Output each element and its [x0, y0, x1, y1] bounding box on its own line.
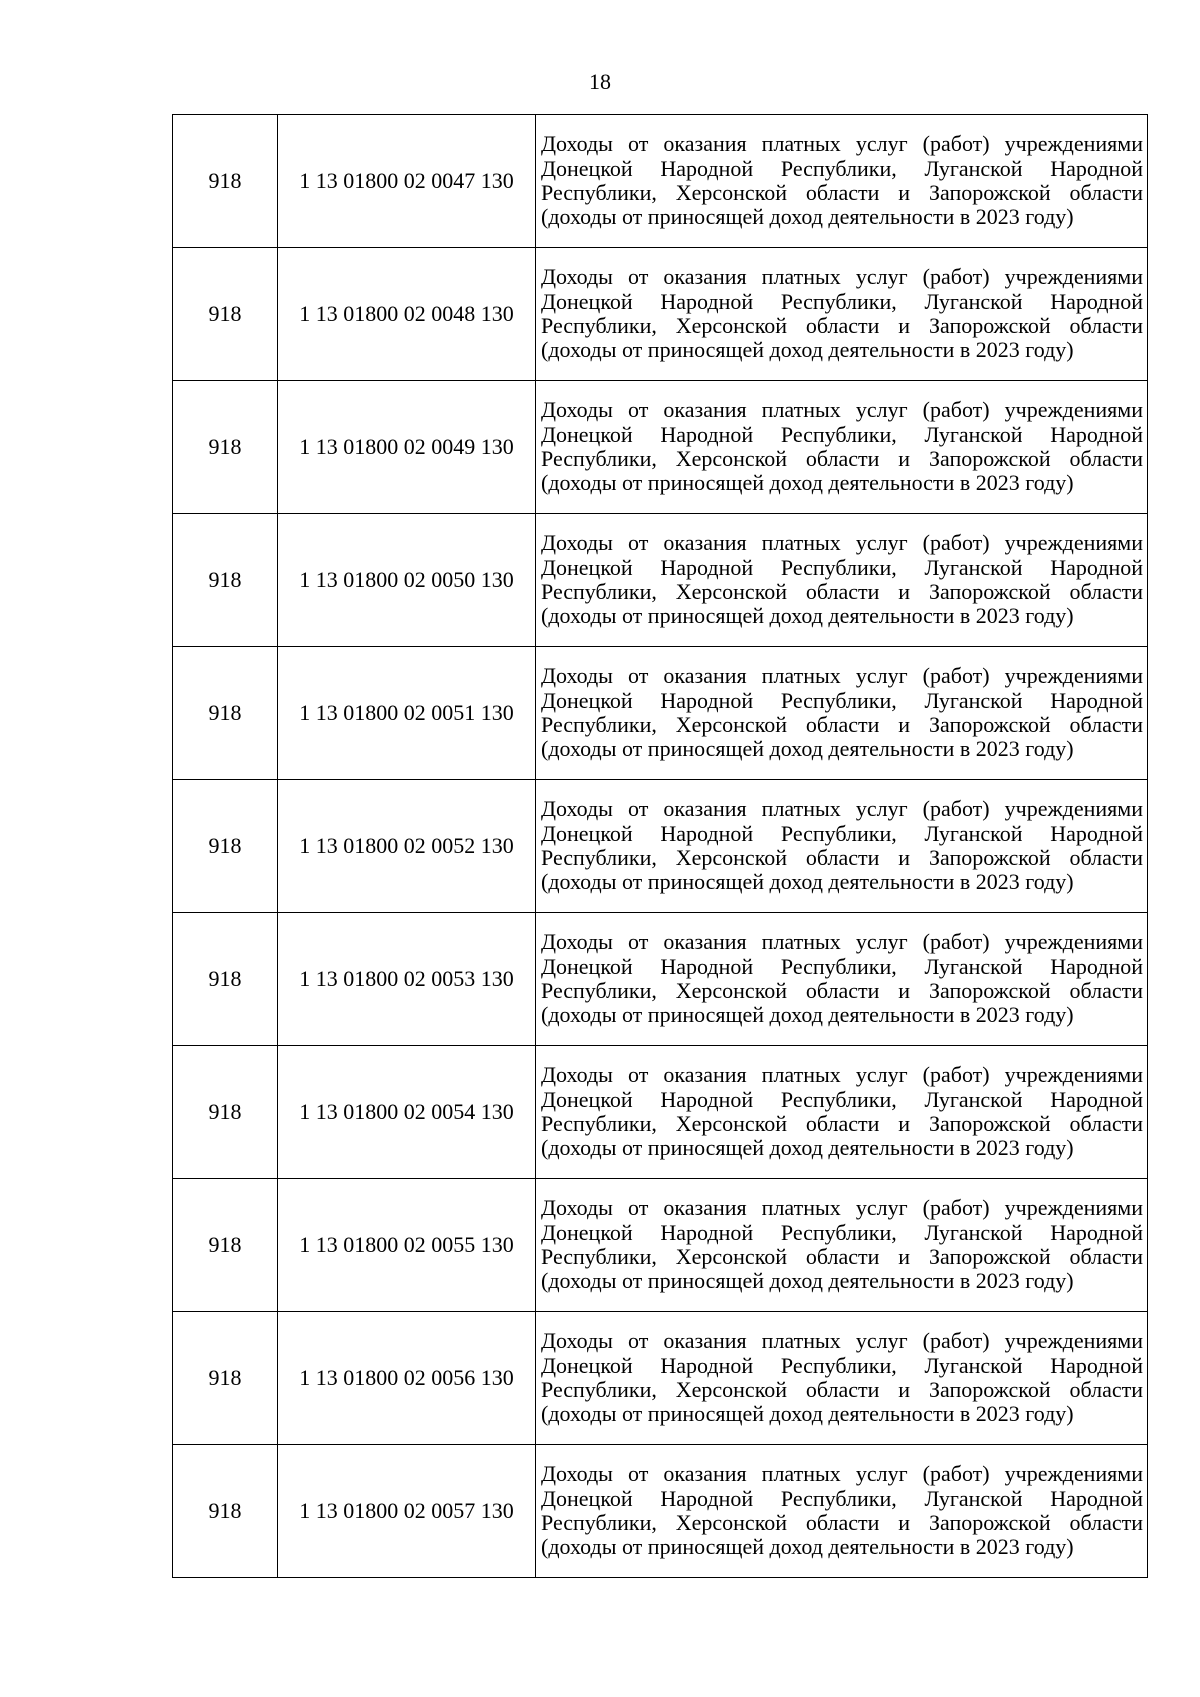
revenue-name-text: Доходы от оказания платных услуг (работ) учреждениями Донецкой Народной Республики, Луганской Народной Республики, Херсонской области и Запорожской области (доходы от приносящей доход деятельности в 2023 году)	[541, 796, 1143, 895]
admin-code-cell: 918	[173, 1179, 278, 1312]
table-row	[173, 1445, 1148, 1578]
revenue-name-cell	[536, 1179, 1148, 1312]
budget-code-cell: 1 13 01800 02 0051 130	[278, 647, 536, 780]
revenue-name-cell	[536, 514, 1148, 647]
table-row	[173, 381, 1148, 514]
budget-code-cell: 1 13 01800 02 0055 130	[278, 1179, 536, 1312]
revenue-name-text: Доходы от оказания платных услуг (работ) учреждениями Донецкой Народной Республики, Луганской Народной Республики, Херсонской области и Запорожской области (доходы от приносящей доход деятельности в 2023 году)	[541, 1461, 1143, 1560]
budget-code-cell: 1 13 01800 02 0050 130	[278, 514, 536, 647]
table-row	[173, 248, 1148, 381]
admin-code-cell: 918	[173, 115, 278, 248]
admin-code-cell: 918	[173, 647, 278, 780]
revenue-name-cell	[536, 1312, 1148, 1445]
budget-code-cell: 1 13 01800 02 0052 130	[278, 780, 536, 913]
table-row	[173, 1312, 1148, 1445]
revenue-name-text: Доходы от оказания платных услуг (работ) учреждениями Донецкой Народной Республики, Луганской Народной Республики, Херсонской области и Запорожской области (доходы от приносящей доход деятельности в 2023 году)	[541, 131, 1143, 230]
table-row	[173, 115, 1148, 248]
revenue-name-text: Доходы от оказания платных услуг (работ) учреждениями Донецкой Народной Республики, Луганской Народной Республики, Херсонской области и Запорожской области (доходы от приносящей доход деятельности в 2023 году)	[541, 397, 1143, 496]
revenue-name-text: Доходы от оказания платных услуг (работ) учреждениями Донецкой Народной Республики, Луганской Народной Республики, Херсонской области и Запорожской области (доходы от приносящей доход деятельности в 2023 году)	[541, 1328, 1143, 1427]
admin-code-cell: 918	[173, 1312, 278, 1445]
revenue-name-cell	[536, 115, 1148, 248]
budget-code-cell: 1 13 01800 02 0056 130	[278, 1312, 536, 1445]
revenue-name-cell	[536, 381, 1148, 514]
table-row	[173, 780, 1148, 913]
page-number: 18	[589, 69, 611, 94]
table-row	[173, 1179, 1148, 1312]
budget-code-table	[172, 114, 1148, 1578]
table-row	[173, 647, 1148, 780]
revenue-name-text: Доходы от оказания платных услуг (работ) учреждениями Донецкой Народной Республики, Луганской Народной Республики, Херсонской области и Запорожской области (доходы от приносящей доход деятельности в 2023 году)	[541, 530, 1143, 629]
revenue-name-text: Доходы от оказания платных услуг (работ) учреждениями Донецкой Народной Республики, Луганской Народной Республики, Херсонской области и Запорожской области (доходы от приносящей доход деятельности в 2023 году)	[541, 1195, 1143, 1294]
admin-code-cell: 918	[173, 780, 278, 913]
budget-code-cell: 1 13 01800 02 0048 130	[278, 248, 536, 381]
budget-code-cell: 1 13 01800 02 0057 130	[278, 1445, 536, 1578]
revenue-name-cell	[536, 1445, 1148, 1578]
admin-code-cell: 918	[173, 381, 278, 514]
admin-code-cell: 918	[173, 1046, 278, 1179]
revenue-name-cell	[536, 647, 1148, 780]
admin-code-cell: 918	[173, 514, 278, 647]
revenue-name-cell	[536, 913, 1148, 1046]
table-row	[173, 514, 1148, 647]
budget-code-cell: 1 13 01800 02 0053 130	[278, 913, 536, 1046]
budget-code-cell: 1 13 01800 02 0054 130	[278, 1046, 536, 1179]
table-row	[173, 1046, 1148, 1179]
revenue-name-cell	[536, 780, 1148, 913]
revenue-name-cell	[536, 1046, 1148, 1179]
revenue-name-cell	[536, 248, 1148, 381]
budget-code-cell: 1 13 01800 02 0047 130	[278, 115, 536, 248]
table-row	[173, 913, 1148, 1046]
revenue-name-text: Доходы от оказания платных услуг (работ) учреждениями Донецкой Народной Республики, Луганской Народной Республики, Херсонской области и Запорожской области (доходы от приносящей доход деятельности в 2023 году)	[541, 663, 1143, 762]
revenue-name-text: Доходы от оказания платных услуг (работ) учреждениями Донецкой Народной Республики, Луганской Народной Республики, Херсонской области и Запорожской области (доходы от приносящей доход деятельности в 2023 году)	[541, 1062, 1143, 1161]
revenue-name-text: Доходы от оказания платных услуг (работ) учреждениями Донецкой Народной Республики, Луганской Народной Республики, Херсонской области и Запорожской области (доходы от приносящей доход деятельности в 2023 году)	[541, 264, 1143, 363]
revenue-name-text: Доходы от оказания платных услуг (работ) учреждениями Донецкой Народной Республики, Луганской Народной Республики, Херсонской области и Запорожской области (доходы от приносящей доход деятельности в 2023 году)	[541, 929, 1143, 1028]
budget-code-cell: 1 13 01800 02 0049 130	[278, 381, 536, 514]
admin-code-cell: 918	[173, 913, 278, 1046]
admin-code-cell: 918	[173, 1445, 278, 1578]
admin-code-cell: 918	[173, 248, 278, 381]
